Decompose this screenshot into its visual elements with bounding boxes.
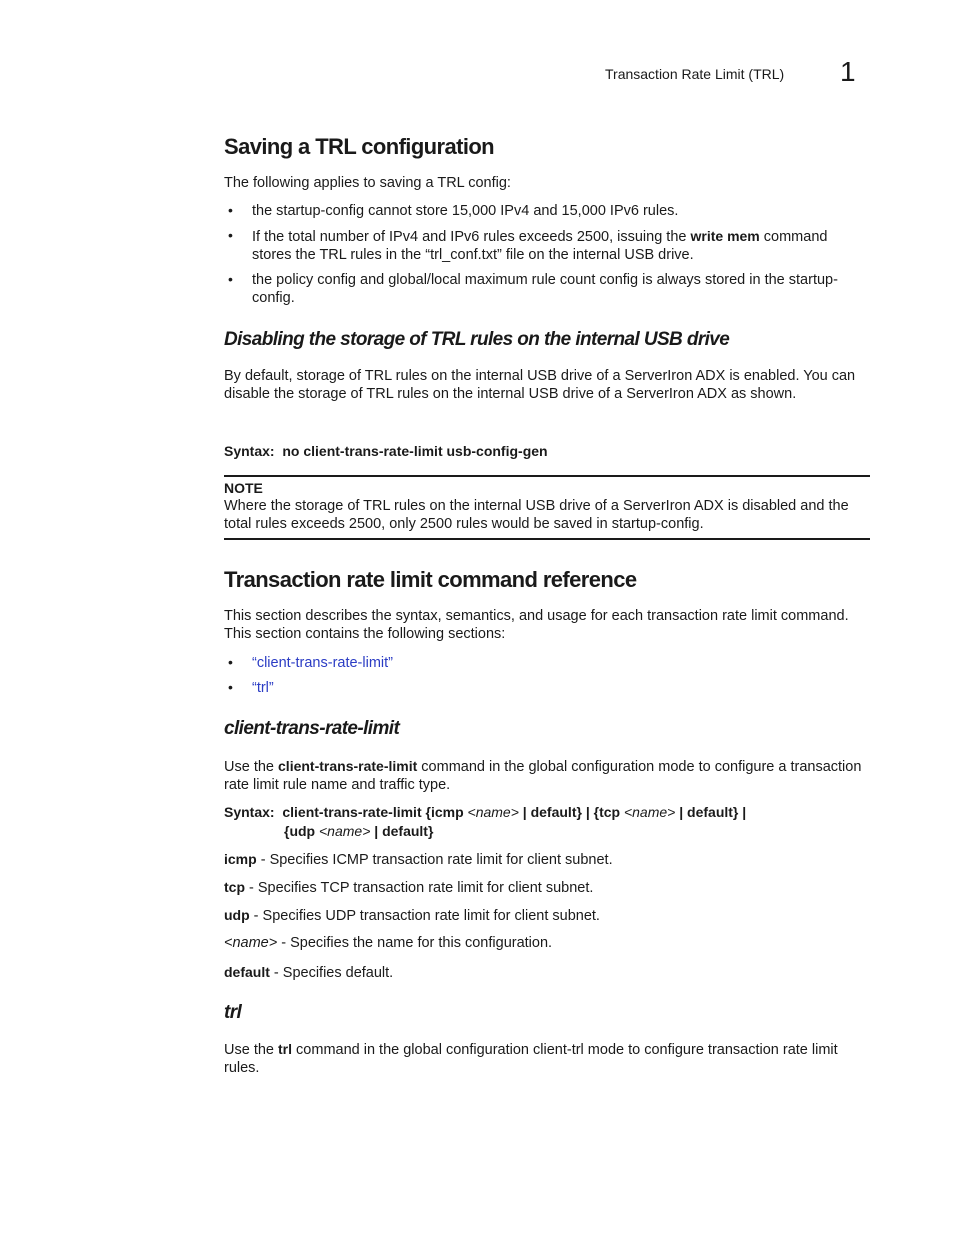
syntax-part: client-trans-rate-limit {icmp bbox=[282, 804, 464, 820]
bullet-marker: • bbox=[228, 654, 233, 670]
body-text: Use the bbox=[224, 759, 274, 775]
reference-paragraph: This section describes the syntax, semantics, and usage for each transaction rate limit command. This section contains the following sections: bbox=[224, 608, 849, 642]
param-tcp bbox=[224, 878, 872, 897]
syntax-param: <name> bbox=[467, 804, 519, 820]
command-trl: trl bbox=[278, 1041, 293, 1057]
param-desc: - Specifies TCP transaction rate limit for client subnet. bbox=[245, 880, 594, 896]
syntax-line-2 bbox=[284, 823, 433, 839]
note-text: Where the storage of TRL rules on the internal USB drive of a ServerIron ADX is disabled and the total rules exceeds 2500, only 2500 rules would be saved in startup-config. bbox=[224, 498, 849, 532]
trl-paragraph bbox=[224, 1040, 872, 1077]
param-keyword: default bbox=[224, 964, 270, 980]
running-header-title: Transaction Rate Limit (TRL) bbox=[605, 66, 785, 82]
param-desc: - Specifies default. bbox=[269, 965, 394, 981]
param-keyword: <name> bbox=[224, 935, 278, 951]
param-name bbox=[224, 934, 872, 952]
heading-disabling-storage: Disabling the storage of TRL rules on the internal USB drive bbox=[224, 329, 730, 350]
disabling-paragraph: By default, storage of TRL rules on the internal USB drive of a ServerIron ADX is enabled. You can disable the storage of TRL rules on the internal USB drive of a ServerIron ADX as shown. bbox=[224, 368, 856, 402]
syntax-label: Syntax: bbox=[224, 804, 275, 820]
syntax-param: <name> bbox=[319, 823, 371, 839]
note-top-rule bbox=[224, 475, 870, 477]
param-keyword: icmp bbox=[224, 851, 257, 867]
syntax-line-1 bbox=[224, 804, 746, 820]
command-write-mem: write mem bbox=[690, 228, 760, 244]
bullet-marker: • bbox=[228, 679, 233, 695]
param-desc: - Specifies the name for this configuration. bbox=[277, 935, 553, 951]
param-desc: - Specifies UDP transaction rate limit for client subnet. bbox=[249, 908, 600, 924]
bullet-text: command stores the TRL rules in the “trl_conf.txt” file on the internal USB drive. bbox=[252, 229, 828, 263]
heading-trl: trl bbox=[224, 1002, 242, 1023]
param-desc: - Specifies ICMP transaction rate limit for client subnet. bbox=[256, 852, 613, 868]
note-label: NOTE bbox=[224, 480, 263, 496]
syntax-part: | default} | {tcp bbox=[522, 804, 621, 820]
syntax-line bbox=[224, 443, 548, 459]
heading-client-trans-rate-limit: client-trans-rate-limit bbox=[224, 718, 400, 739]
syntax-param: <name> bbox=[623, 804, 676, 820]
syntax-part: {udp bbox=[284, 823, 316, 839]
body-text: command in the global configuration client-trl mode to configure transaction rate limit rules. bbox=[224, 1042, 838, 1076]
body-text: command in the global configuration mode to configure a transaction rate limit rule name and traffic type. bbox=[224, 759, 862, 793]
param-default bbox=[224, 963, 872, 982]
link-client-trans-rate-limit[interactable]: “client-trans-rate-limit” bbox=[252, 655, 393, 671]
bullet-text: If the total number of IPv4 and IPv6 rules exceeds 2500, issuing the bbox=[252, 229, 687, 245]
syntax-command: no client-trans-rate-limit usb-config-gen bbox=[282, 443, 548, 459]
param-keyword: tcp bbox=[224, 879, 245, 895]
param-icmp bbox=[224, 850, 872, 869]
param-keyword: udp bbox=[224, 907, 250, 923]
body-text: Use the bbox=[224, 1042, 274, 1058]
heading-command-reference: Transaction rate limit command reference bbox=[224, 567, 637, 592]
client-trans-paragraph bbox=[224, 757, 872, 794]
syntax-part: | default} bbox=[374, 823, 434, 839]
param-udp bbox=[224, 906, 872, 925]
bullet-item-1: the startup-config cannot store 15,000 IPv4 and 15,000 IPv6 rules. bbox=[252, 203, 679, 219]
bullet-marker: • bbox=[228, 271, 233, 287]
chapter-number: 1 bbox=[840, 56, 856, 87]
bullet-marker: • bbox=[228, 202, 233, 218]
syntax-label: Syntax: bbox=[224, 443, 275, 459]
bullet-marker: • bbox=[228, 227, 233, 243]
command-client-trans-rate-limit: client-trans-rate-limit bbox=[278, 758, 418, 774]
note-bottom-rule bbox=[224, 538, 870, 540]
heading-saving-trl-config: Saving a TRL configuration bbox=[224, 134, 495, 159]
bullet-item-2 bbox=[252, 227, 867, 264]
syntax-part: | default} | bbox=[679, 804, 747, 820]
bullet-item-3: the policy config and global/local maximum rule count config is always stored in the startup-config. bbox=[252, 272, 838, 306]
link-trl[interactable]: “trl” bbox=[252, 680, 274, 696]
intro-paragraph: The following applies to saving a TRL config: bbox=[224, 175, 511, 191]
